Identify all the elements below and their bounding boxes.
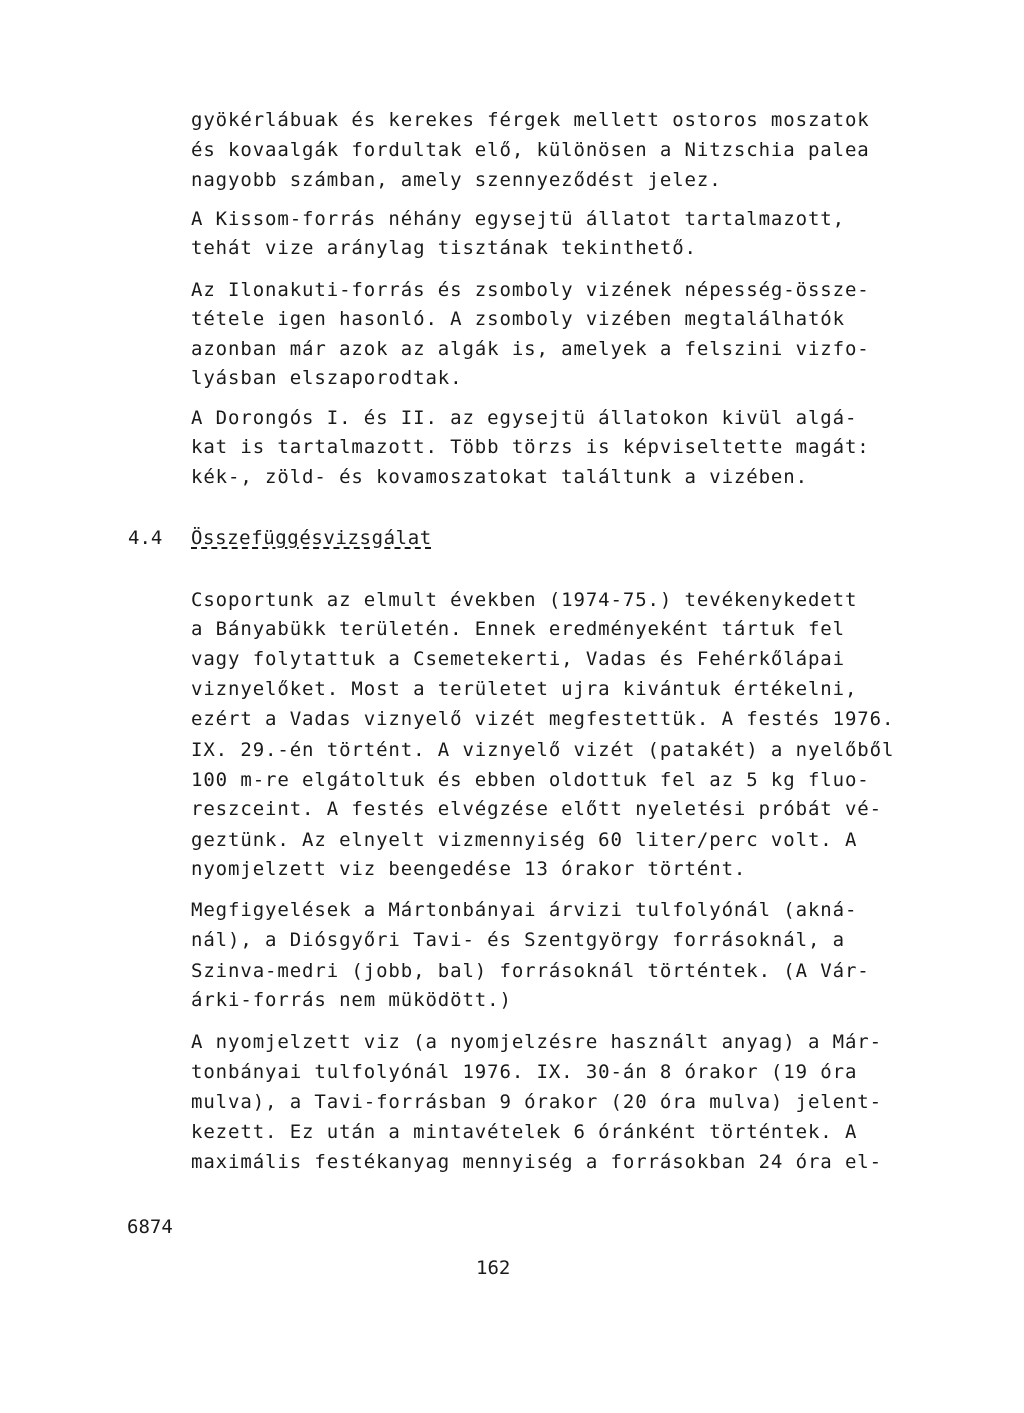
text-line: A Kissom-forrás néhány egysejtü állatot tartalmazott, (191, 208, 845, 230)
text-line: kezett. Ez után a mintavételek 6 óránként történtek. A (191, 1121, 858, 1143)
text-line: és kovaalgák fordultak elő, különösen a Nitzschia palea (191, 139, 870, 161)
text-line: IX. 29.-én történt. A viznyelő vizét (patakét) a nyelőből (191, 739, 895, 761)
text-line: nál), a Diósgyőri Tavi- és Szentgyörgy forrásoknál, a (191, 929, 845, 951)
text-line: Csoportunk az elmult években (1974-75.) tevékenykedett (191, 589, 858, 611)
text-line: azonban már azok az algák is, amelyek a felszini vizfo- (191, 338, 870, 360)
document-code: 6874 (127, 1216, 173, 1238)
text-line: viznyelőket. Most a területet ujra kivántuk értékelni, (191, 678, 858, 700)
text-line: nyomjelzett viz beengedése 13 órakor történt. (191, 858, 747, 880)
text-line: 100 m-re elgátoltuk és ebben oldottuk fel az 5 kg fluo- (191, 769, 870, 791)
text-line: tétele igen hasonló. A zsomboly vizében megtalálhatók (191, 308, 845, 330)
section-title: Összefüggésvizsgálat (191, 527, 432, 549)
text-line: Az Ilonakuti-forrás és zsomboly vizének népesség-össze- (191, 279, 870, 301)
text-line: kat is tartalmazott. Több törzs is képviseltette magát: (191, 436, 870, 458)
text-line: Szinva-medri (jobb, bal) forrásoknál történtek. (A Vár- (191, 960, 870, 982)
text-line: gyökérlábuak és kerekes férgek mellett ostoros moszatok (191, 109, 870, 131)
text-line: geztünk. Az elnyelt vizmennyiség 60 liter/perc volt. A (191, 829, 858, 851)
text-line: árki-forrás nem müködött.) (191, 989, 512, 1011)
text-line: reszceint. A festés elvégzése előtt nyeletési próbát vé- (191, 798, 882, 820)
text-line: lyásban elszaporodtak. (191, 367, 463, 389)
text-line: kék-, zöld- és kovamoszatokat találtunk a vizében. (191, 466, 808, 488)
text-line: tonbányai tulfolyónál 1976. IX. 30-án 8 órakor (19 óra (191, 1061, 858, 1083)
text-line: nagyobb számban, amely szennyeződést jelez. (191, 169, 722, 191)
text-line: A Dorongós I. és II. az egysejtü állatokon kivül algá- (191, 407, 858, 429)
text-line: Megfigyelések a Mártonbányai árvizi tulfolyónál (akná- (191, 899, 858, 921)
text-line: A nyomjelzett viz (a nyomjelzésre használt anyag) a Már- (191, 1031, 882, 1053)
text-line: a Bányabükk területén. Ennek eredményeként tártuk fel (191, 618, 845, 640)
text-line: mulva), a Tavi-forrásban 9 órakor (20 óra mulva) jelent- (191, 1091, 882, 1113)
text-line: tehát vize aránylag tisztának tekinthető. (191, 237, 697, 259)
text-line: vagy folytattuk a Csemetekerti, Vadas és Fehérkőlápai (191, 648, 845, 670)
text-line: ezért a Vadas viznyelő vizét megfestettük. A festés 1976. (191, 708, 895, 730)
section-number: 4.4 (128, 527, 163, 549)
page-number: 162 (476, 1257, 511, 1279)
text-line: maximális festékanyag mennyiség a forrásokban 24 óra el- (191, 1151, 882, 1173)
